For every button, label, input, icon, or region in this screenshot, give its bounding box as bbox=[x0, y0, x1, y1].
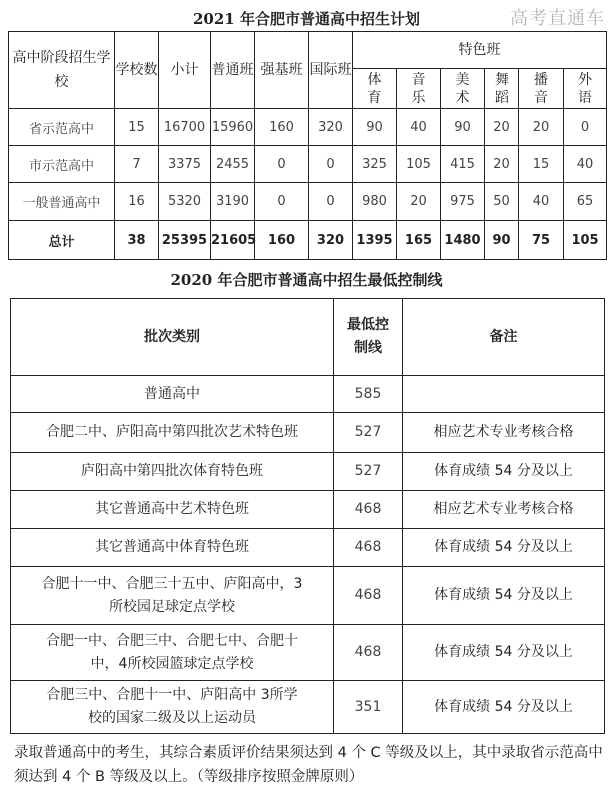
cell-value: 90 bbox=[441, 109, 485, 146]
min-score-cell: 585 bbox=[334, 376, 403, 413]
category-cell: 其它普通高中体育特色班 bbox=[11, 529, 334, 567]
header-regular: 普通班 bbox=[211, 32, 255, 109]
remark-cell: 体育成绩 54 分及以上 bbox=[403, 529, 605, 567]
cell-value: 975 bbox=[441, 183, 485, 221]
category-cell: 其它普通高中艺术特色班 bbox=[11, 491, 334, 529]
table-row bbox=[9, 183, 607, 221]
header-category: 批次类别 bbox=[11, 299, 334, 376]
note-text: 录取普通高中的考生，其综合素质评价结果须达到 4 个 C 等级及以上，其中录取省示范高中须达到 4 个 B 等级及以上。（等级排序按照金牌原则） bbox=[14, 745, 603, 785]
cell-value: 20 bbox=[397, 183, 441, 221]
table-row bbox=[11, 376, 605, 413]
table-row bbox=[11, 529, 605, 567]
cell-value: 0 bbox=[564, 109, 607, 146]
remark-cell: 体育成绩 54 分及以上 bbox=[403, 453, 605, 491]
cell-value: 15960 bbox=[211, 109, 255, 146]
cell-value: 16 bbox=[115, 183, 159, 221]
cell-value: 15 bbox=[519, 146, 564, 183]
cell-value: 0 bbox=[309, 146, 353, 183]
cell-value: 415 bbox=[441, 146, 485, 183]
cell-value: 40 bbox=[397, 109, 441, 146]
remark-cell bbox=[403, 376, 605, 413]
remark-cell: 体育成绩 54 分及以上 bbox=[403, 567, 605, 625]
total-value: 1395 bbox=[353, 221, 397, 260]
header-school-type: 高中阶段招生学校 bbox=[9, 32, 115, 109]
lines-title: 2020 年合肥市普通高中招生最低控制线 bbox=[170, 271, 443, 289]
table-row bbox=[9, 109, 607, 146]
remark-cell: 相应艺术专业考核合格 bbox=[403, 413, 605, 453]
min-score-cell: 468 bbox=[334, 529, 403, 567]
cell-value: 3190 bbox=[211, 183, 255, 221]
total-value: 21605 bbox=[211, 221, 255, 260]
cell-value: 0 bbox=[255, 146, 309, 183]
cell-value: 160 bbox=[255, 109, 309, 146]
cell-value: 40 bbox=[564, 146, 607, 183]
cell-value: 320 bbox=[309, 109, 353, 146]
cell-value: 0 bbox=[255, 183, 309, 221]
min-score-cell: 527 bbox=[334, 413, 403, 453]
category-cell: 合肥二中、庐阳高中第四批次艺术特色班 bbox=[11, 413, 334, 453]
header-special-col: 播音 bbox=[519, 69, 564, 109]
min-score-cell: 468 bbox=[334, 625, 403, 681]
row-name: 市示范高中 bbox=[9, 146, 115, 183]
min-score-cell: 527 bbox=[334, 453, 403, 491]
remark-cell: 体育成绩 54 分及以上 bbox=[403, 625, 605, 681]
header-subtotal: 小计 bbox=[159, 32, 211, 109]
cell-value: 325 bbox=[353, 146, 397, 183]
header-special-col: 美术 bbox=[441, 69, 485, 109]
cell-value: 65 bbox=[564, 183, 607, 221]
plan-title: 2021 年合肥市普通高中招生计划 bbox=[193, 10, 420, 28]
cell-value: 105 bbox=[397, 146, 441, 183]
header-count: 学校数 bbox=[115, 32, 159, 109]
enrollment-plan-table bbox=[8, 31, 607, 260]
min-control-line-table bbox=[10, 298, 605, 734]
cell-value: 20 bbox=[485, 146, 519, 183]
category-cell: 普通高中 bbox=[11, 376, 334, 413]
row-name: 省示范高中 bbox=[9, 109, 115, 146]
cell-value: 20 bbox=[485, 109, 519, 146]
total-name: 总计 bbox=[9, 221, 115, 260]
table-row bbox=[11, 453, 605, 491]
header-special: 特色班 bbox=[353, 32, 607, 69]
table-row bbox=[11, 625, 605, 681]
header-qiangji: 强基班 bbox=[255, 32, 309, 109]
remark-cell: 体育成绩 54 分及以上 bbox=[403, 681, 605, 734]
total-value: 320 bbox=[309, 221, 353, 260]
header-min: 最低控制线 bbox=[334, 299, 403, 376]
header-remark: 备注 bbox=[403, 299, 605, 376]
total-value: 38 bbox=[115, 221, 159, 260]
cell-value: 15 bbox=[115, 109, 159, 146]
cell-value: 40 bbox=[519, 183, 564, 221]
cell-value: 5320 bbox=[159, 183, 211, 221]
cell-value: 90 bbox=[353, 109, 397, 146]
total-value: 105 bbox=[564, 221, 607, 260]
cell-value: 16700 bbox=[159, 109, 211, 146]
cell-value: 2455 bbox=[211, 146, 255, 183]
category-cell: 庐阳高中第四批次体育特色班 bbox=[11, 453, 334, 491]
watermark: 高考直通车 bbox=[510, 8, 605, 29]
min-score-cell: 468 bbox=[334, 567, 403, 625]
cell-value: 7 bbox=[115, 146, 159, 183]
total-row bbox=[9, 221, 607, 260]
total-value: 1480 bbox=[441, 221, 485, 260]
remark-cell: 相应艺术专业考核合格 bbox=[403, 491, 605, 529]
total-value: 165 bbox=[397, 221, 441, 260]
header-intl: 国际班 bbox=[309, 32, 353, 109]
total-value: 90 bbox=[485, 221, 519, 260]
cell-value: 50 bbox=[485, 183, 519, 221]
total-value: 160 bbox=[255, 221, 309, 260]
total-value: 25395 bbox=[159, 221, 211, 260]
table-row bbox=[11, 491, 605, 529]
cell-value: 20 bbox=[519, 109, 564, 146]
header-special-col: 音乐 bbox=[397, 69, 441, 109]
table-row bbox=[11, 413, 605, 453]
table-row bbox=[11, 567, 605, 625]
category-cell: 合肥三中、合肥十一中、庐阳高中 3所学校的国家二级及以上运动员 bbox=[11, 681, 334, 734]
header-special-col: 体育 bbox=[353, 69, 397, 109]
min-score-cell: 468 bbox=[334, 491, 403, 529]
header-special-col: 舞蹈 bbox=[485, 69, 519, 109]
table-row bbox=[9, 146, 607, 183]
min-score-cell: 351 bbox=[334, 681, 403, 734]
category-cell: 合肥十一中、合肥三十五中、庐阳高中，3所校园足球定点学校 bbox=[11, 567, 334, 625]
cell-value: 3375 bbox=[159, 146, 211, 183]
header-special-col: 外语 bbox=[564, 69, 607, 109]
total-value: 75 bbox=[519, 221, 564, 260]
row-name: 一般普通高中 bbox=[9, 183, 115, 221]
cell-value: 980 bbox=[353, 183, 397, 221]
category-cell: 合肥一中、合肥三中、合肥七中、合肥十中，4所校园篮球定点学校 bbox=[11, 625, 334, 681]
cell-value: 0 bbox=[309, 183, 353, 221]
table-row bbox=[11, 681, 605, 734]
